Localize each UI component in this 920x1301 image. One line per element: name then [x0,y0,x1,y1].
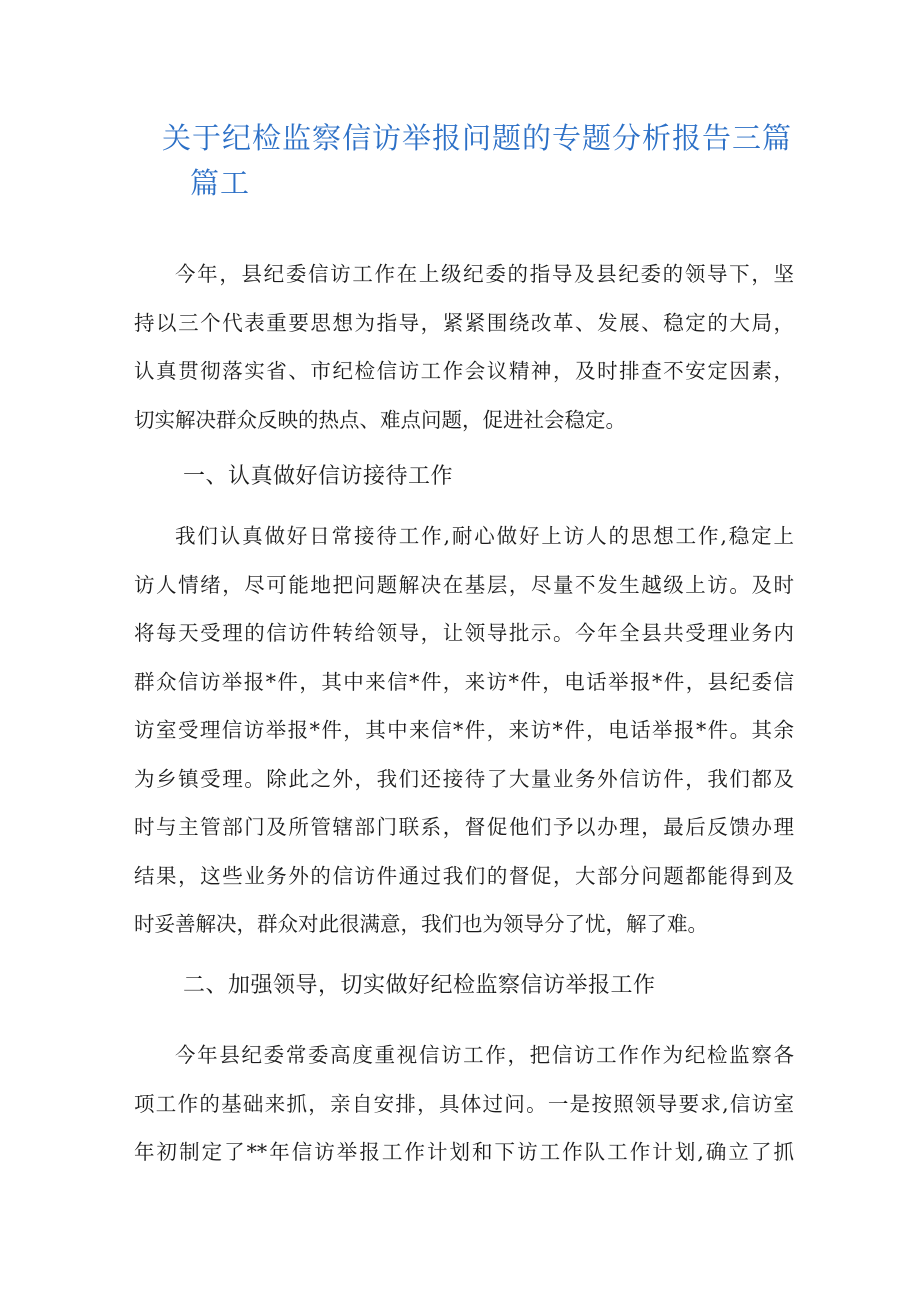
paragraph-line: 认真贯彻落实省、市纪检信访工作会议精神，及时排查不安定因素， [134,359,794,383]
section2-paragraph [134,1031,794,1177]
paragraph-line: 将每天受理的信访件转给领导，让领导批示。今年全县共受理业务内 [134,621,794,645]
paragraph-line: 群众信访举报*件，其中来信*件，来访*件，电话举报*件，县纪委信 [134,669,794,694]
section1-heading: 一、认真做好信访接待工作 [183,464,454,489]
document-title-continued: 篇工 [190,166,251,200]
paragraph-line: 今年，县纪委信访工作在上级纪委的指导及县纪委的领导下，坚 [175,262,794,286]
paragraph-line: 时妥善解决，群众对此很满意，我们也为领导分了忧，解了难。 [134,912,708,936]
section2-heading: 二、加强领导，切实做好纪检监察信访举报工作 [183,973,656,998]
paragraph-line: 项工作的基础来抓，亲自安排，具体过问。一是按照领导要求,信访室 [134,1091,794,1116]
paragraph-line: 年初制定了**年信访举报工作计划和下访工作队工作计划,确立了抓 [134,1140,794,1164]
intro-paragraph [134,250,794,444]
paragraph-line: 我们认真做好日常接待工作,耐心做好上访人的思想工作,稳定上 [175,524,794,548]
paragraph-line: 今年县纪委常委高度重视信访工作，把信访工作作为纪检监察各 [175,1043,794,1067]
paragraph-line: 访人情绪，尽可能地把问题解决在基层，尽量不发生越级上访。及时 [134,572,794,597]
paragraph-line: 持以三个代表重要思想为指导，紧紧围绕改革、发展、稳定的大局， [134,310,794,335]
paragraph-line: 结果，这些业务外的信访件通过我们的督促，大部分问题都能得到及 [134,863,794,888]
paragraph-line: 切实解决群众反映的热点、难点问题，促进社会稳定。 [134,407,626,432]
paragraph-line: 访室受理信访举报*件，其中来信*件，来访*件，电话举报*件。其余 [134,718,794,742]
paragraph-line: 为乡镇受理。除此之外，我们还接待了大量业务外信访件，我们都及 [134,766,794,791]
paragraph-line: 时与主管部门及所管辖部门联系，督促他们予以办理，最后反馈办理 [134,815,794,839]
document-title: 关于纪检监察信访举报问题的专题分析报告三篇 [162,121,793,155]
section1-paragraph [134,512,794,949]
